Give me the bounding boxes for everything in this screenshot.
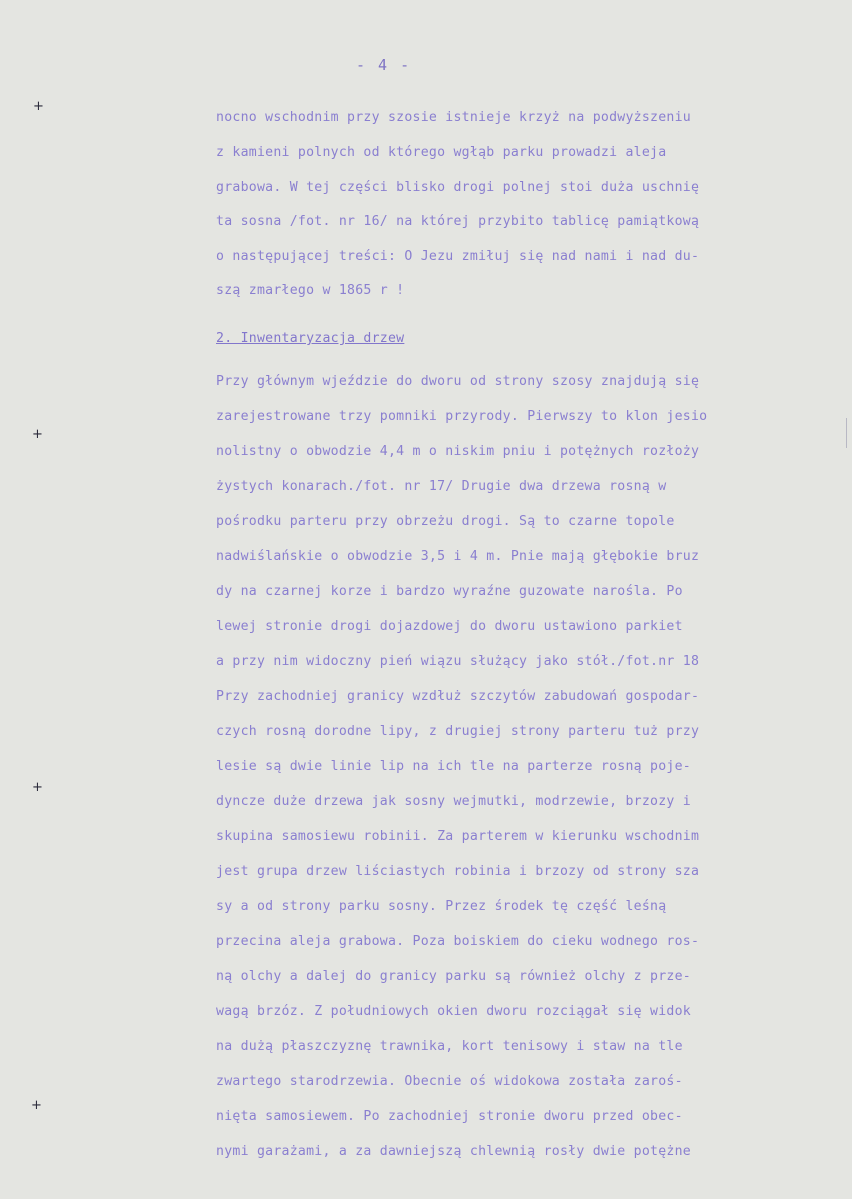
text-line: skupina samosiewu robinii. Za parterem w kierunku wschodnim <box>216 829 700 844</box>
text-line: sy a od strony parku sosny. Przez środek tę część leśną <box>216 899 667 914</box>
text-line: Przy zachodniej granicy wzdłuż szczytów zabudowań gospodar- <box>216 689 700 704</box>
text-line: nocno wschodnim przy szosie istnieje krzyż na podwyższeniu <box>216 110 691 125</box>
margin-rule <box>846 418 847 448</box>
text-line: grabowa. W tej części blisko drogi polnej stoi duża uschnię <box>216 180 700 195</box>
text-line: Przy głównym wjeździe do dworu od strony szosy znajdują się <box>216 374 700 389</box>
text-line: dyncze duże drzewa jak sosny wejmutki, modrzewie, brzozy i <box>216 794 691 809</box>
text-line: nolistny o obwodzie 4,4 m o niskim pniu i potężnych rozłoży <box>216 444 700 459</box>
section-heading: 2. Inwentaryzacja drzew <box>216 331 405 346</box>
text-line: przecina aleja grabowa. Poza boiskiem do cieku wodnego ros- <box>216 934 700 949</box>
text-line: a przy nim widoczny pień wiązu służący jako stół./fot.nr 18 <box>216 654 700 669</box>
text-line: szą zmarłego w 1865 r ! <box>216 283 405 298</box>
text-line: o następującej treści: O Jezu zmiłuj się nad nami i nad du- <box>216 249 700 264</box>
text-line: lewej stronie drogi dojazdowej do dworu ustawiono parkiet <box>216 619 683 634</box>
text-line: zwartego starodrzewia. Obecnie oś widokowa została zaroś- <box>216 1074 683 1089</box>
text-line: nadwiślańskie o obwodzie 3,5 i 4 m. Pnie mają głębokie bruz <box>216 549 700 564</box>
text-line: jest grupa drzew liściastych robinia i brzozy od strony sza <box>216 864 700 879</box>
text-line: zarejestrowane trzy pomniki przyrody. Pierwszy to klon jesio <box>216 409 708 424</box>
text-line: nymi garażami, a za dawniejszą chlewnią rosły dwie potężne <box>216 1144 691 1159</box>
text-line: lesie są dwie linie lip na ich tle na parterze rosną poje- <box>216 759 691 774</box>
text-line: na dużą płaszczyznę trawnika, kort tenisowy i staw na tle <box>216 1039 683 1054</box>
text-line: ną olchy a dalej do granicy parku są również olchy z prze- <box>216 969 691 984</box>
margin-mark: + <box>33 99 44 114</box>
text-line: nięta samosiewem. Po zachodniej stronie dworu przed obec- <box>216 1109 683 1124</box>
margin-mark: + <box>32 780 43 795</box>
text-line: z kamieni polnych od którego wgłąb parku prowadzi aleja <box>216 145 667 160</box>
text-line: żystych konarach./fot. nr 17/ Drugie dwa drzewa rosną w <box>216 479 667 494</box>
margin-mark: + <box>31 1098 42 1113</box>
text-line: pośrodku parteru przy obrzeżu drogi. Są to czarne topole <box>216 514 675 529</box>
text-line: ta sosna /fot. nr 16/ na której przybito tablicę pamiątkową <box>216 214 700 229</box>
text-line: czych rosną dorodne lipy, z drugiej strony parteru tuż przy <box>216 724 700 739</box>
text-line: dy na czarnej korze i bardzo wyraźne guzowate narośla. Po <box>216 584 683 599</box>
text-line: wagą brzóz. Z południowych okien dworu rozciągał się widok <box>216 1004 691 1019</box>
margin-mark: + <box>32 427 43 442</box>
page-number: - 4 - <box>356 56 412 74</box>
